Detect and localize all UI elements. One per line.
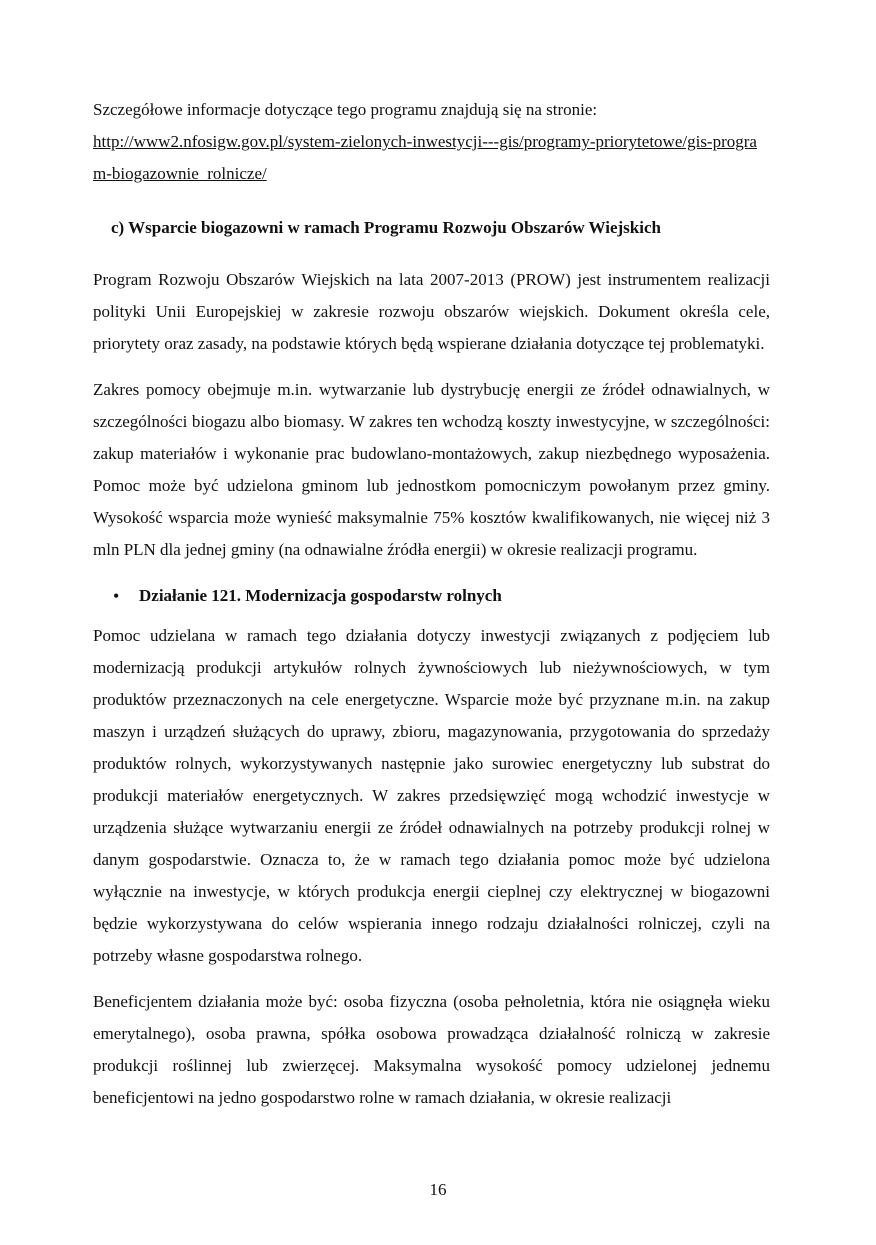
page-number: 16 bbox=[429, 1180, 447, 1199]
document-page bbox=[93, 94, 770, 1114]
support-scope-paragraph: Zakres pomocy obejmuje m.in. wytwarzanie lub dystrybucję energii ze źródeł odnawialnych, w szczególności biogazu albo biomasy. W zakres ten wchodzą koszty inwestycyjne, w szczególności: zakup materiałów i wykonanie prac budowlano-montażowych, zakup niezbędnego wyposażenia. Pomoc może być udzielona gminom lub jednostkom pomocniczym powołanym przez gminy. Wysokość wsparcia może wynieść maksymalnie 75% kosztów kwalifikowanych, nie więcej niż 3 mln PLN dla jednej gminy (na odnawialne źródła energii) w okresie realizacji programu. bbox=[93, 380, 770, 559]
intro-text: Szczegółowe informacje dotyczące tego programu znajdują się na stronie: bbox=[93, 100, 598, 119]
prow-paragraph: Program Rozwoju Obszarów Wiejskich na lata 2007-2013 (PROW) jest instrumentem realizacji polityki Unii Europejskiej w zakresie rozwoju obszarów wiejskich. Dokument określa cele, priorytety oraz zasady, na podstawie których będą wspierane działania dotyczące tej problematyki. bbox=[93, 270, 770, 353]
measure-121-heading bbox=[113, 580, 770, 612]
bullet-icon: • bbox=[113, 586, 120, 606]
program-link[interactable]: http://www2.nfosigw.gov.pl/system-zielonych-inwestycji---gis/programy-priorytetowe/gis-program-biogazownie_rolnicze/ bbox=[93, 132, 757, 183]
beneficiary-paragraph: Beneficjentem działania może być: osoba fizyczna (osoba pełnoletnia, która nie osiągnęła wieku emerytalnego), osoba prawna, spółka osobowa prowadząca działalność rolniczą w zakresie produkcji roślinnej lub zwierzęcej. Maksymalna wysokość pomocy udzielonej jednemu beneficjentowi na jedno gospodarstwo rolne w ramach działania, w okresie realizacji bbox=[93, 992, 770, 1107]
section-c-heading: c) Wsparcie biogazowni w ramach Programu Rozwoju Obszarów Wiejskich bbox=[111, 218, 661, 237]
measure-121-title: Działanie 121. Modernizacja gospodarstw rolnych bbox=[139, 586, 502, 605]
measure-121-paragraph: Pomoc udzielana w ramach tego działania dotyczy inwestycji związanych z podjęciem lub modernizacją produkcji artykułów rolnych żywnościowych lub nieżywnościowych, w tym produktów przeznaczonych na cele energetyczne. Wsparcie może być przyznane m.in. na zakup maszyn i urządzeń służących do uprawy, zbioru, magazynowania, przygotowania do sprzedaży produktów rolnych, wykorzystywanych następnie jako surowiec energetyczny lub substrat do produkcji materiałów energetycznych. W zakres przedsięwzięć mogą wchodzić inwestycje w urządzenia służące wytwarzaniu energii ze źródeł odnawialnych na potrzeby produkcji rolnej w danym gospodarstwie. Oznacza to, że w ramach tego działania pomoc może być udzielona wyłącznie na inwestycje, w których produkcja energii cieplnej czy elektrycznej w biogazowni będzie wykorzystywana do celów wspierania innego rodzaju działalności rolniczej, czyli na potrzeby własne gospodarstwa rolnego. bbox=[93, 626, 770, 965]
